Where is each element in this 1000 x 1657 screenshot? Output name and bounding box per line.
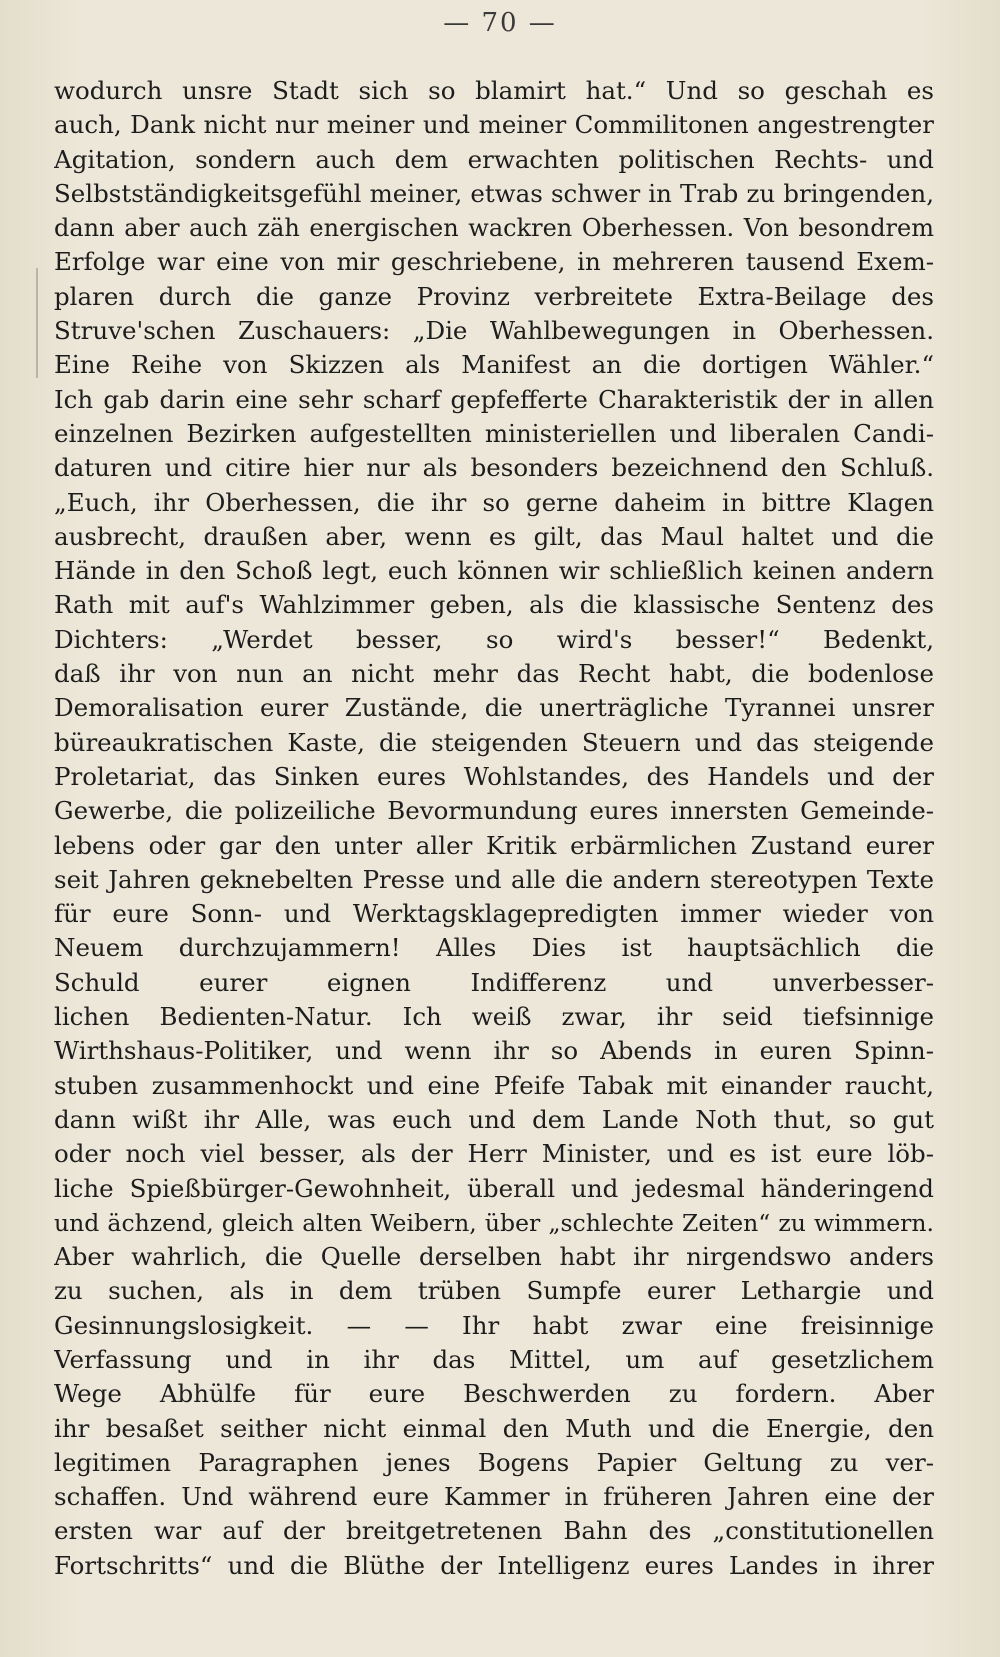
text-line: liche Spießbürger-Gewohnheit, überall und jedesmal händeringend — [54, 1173, 934, 1203]
text-line: legitimen Paragraphen jenes Bogens Papier Geltung zu ver- — [54, 1447, 934, 1477]
text-line: stuben zusammenhockt und eine Pfeife Tabak mit einander raucht, — [54, 1070, 934, 1100]
text-line: Schuld eurer eignen Indifferenz und unverbesser- — [54, 967, 934, 997]
text-line: lebens oder gar den unter aller Kritik erbärmlichen Zustand eurer — [54, 830, 934, 860]
text-line: Neuem durchzujammern! Alles Dies ist hauptsächlich die — [54, 933, 934, 963]
text-line: wodurch unsre Stadt sich so blamirt hat.“ Und so geschah es — [54, 76, 934, 105]
text-line: dann wißt ihr Alle, was euch und dem Lande Noth thut, so gut — [54, 1104, 934, 1134]
text-line: Verfassung und in ihr das Mittel, um auf gesetzlichem — [54, 1344, 934, 1374]
text-line: Fortschritts“ und die Blüthe der Intelligenz eures Landes in ihrer — [54, 1550, 934, 1580]
text-line: und ächzend, gleich alten Weibern, über „schlechte Zeiten“ zu wimmern. — [54, 1208, 934, 1237]
text-line: ausbrecht, draußen aber, wenn es gilt, das Maul haltet und die — [54, 521, 934, 551]
text-line: Hände in den Schoß legt, euch können wir schließlich keinen andern — [54, 556, 934, 586]
text-line: schaffen. Und während eure Kammer in früheren Jahren eine der — [54, 1482, 934, 1512]
text-line: Agitation, sondern auch dem erwachten politischen Rechts- und — [54, 144, 934, 174]
text-line: dann aber auch zäh energischen wackren Oberhessen. Von besondrem — [54, 214, 934, 243]
text-line: Dichters: „Werdet besser, so wird's besser!“ Bedenkt, — [54, 624, 934, 654]
text-line: zu suchen, als in dem trüben Sumpfe eurer Lethargie und — [54, 1276, 934, 1306]
margin-pencil-mark — [36, 268, 38, 378]
text-line: Proletariat, das Sinken eures Wohlstandes, des Handels und der — [54, 761, 934, 791]
text-line: lichen Bedienten-Natur. Ich weiß zwar, ihr seid tiefsinnige — [54, 1002, 934, 1032]
text-line: „Euch, ihr Oberhessen, die ihr so gerne daheim in bittre Klagen — [54, 487, 934, 517]
text-line: Gesinnungslosigkeit. — — Ihr habt zwar eine freisinnige — [54, 1310, 934, 1340]
text-line: ersten war auf der breitgetretenen Bahn des „constitutionellen — [54, 1516, 934, 1546]
text-line: Demoralisation eurer Zustände, die unerträgliche Tyrannei unsrer — [54, 693, 934, 723]
text-line: Gewerbe, die polizeiliche Bevormundung eures innersten Gemeinde- — [54, 796, 934, 826]
text-line: plaren durch die ganze Provinz verbreitete Extra-Beilage des — [54, 281, 934, 311]
text-line: Wirthshaus-Politiker, und wenn ihr so Abends in euren Spinn- — [54, 1036, 934, 1066]
text-line: oder noch viel besser, als der Herr Minister, und es ist eure löb- — [54, 1139, 934, 1169]
text-line: Struve'schen Zuschauers: „Die Wahlbewegungen in Oberhessen. — [54, 316, 934, 346]
body-text — [54, 74, 934, 1583]
text-line: auch, Dank nicht nur meiner und meiner Commilitonen angestrengter — [54, 110, 934, 140]
text-line: für eure Sonn- und Werktagsklagepredigten immer wieder von — [54, 899, 934, 929]
text-line: Aber wahrlich, die Quelle derselben habt ihr nirgendswo anders — [54, 1242, 934, 1272]
text-line: ihr besaßet seither nicht einmal den Muth und die Energie, den — [54, 1413, 934, 1443]
text-line: daturen und citire hier nur als besonders bezeichnend den Schluß. — [54, 453, 934, 483]
text-line: Ich gab darin eine sehr scharf gepfefferte Charakteristik der in allen — [54, 384, 934, 414]
text-line: Erfolge war eine von mir geschriebene, in mehreren tausend Exem- — [54, 247, 934, 277]
text-line: Selbstständigkeitsgefühl meiner, etwas schwer in Trab zu bringenden, — [54, 178, 934, 208]
page-number: — 70 — — [443, 8, 557, 38]
text-line: Wege Abhülfe für eure Beschwerden zu fordern. Aber — [54, 1379, 934, 1409]
text-line: büreaukratischen Kaste, die steigenden Steuern und das steigende — [54, 727, 934, 757]
text-line: seit Jahren geknebelten Presse und alle die andern stereotypen Texte — [54, 864, 934, 894]
text-line: einzelnen Bezirken aufgestellten ministeriellen und liberalen Candi- — [54, 418, 934, 448]
text-line: Rath mit auf's Wahlzimmer geben, als die klassische Sentenz des — [54, 590, 934, 620]
text-line: Eine Reihe von Skizzen als Manifest an die dortigen Wähler.“ — [54, 350, 934, 380]
text-line: daß ihr von nun an nicht mehr das Recht habt, die bodenlose — [54, 659, 934, 689]
